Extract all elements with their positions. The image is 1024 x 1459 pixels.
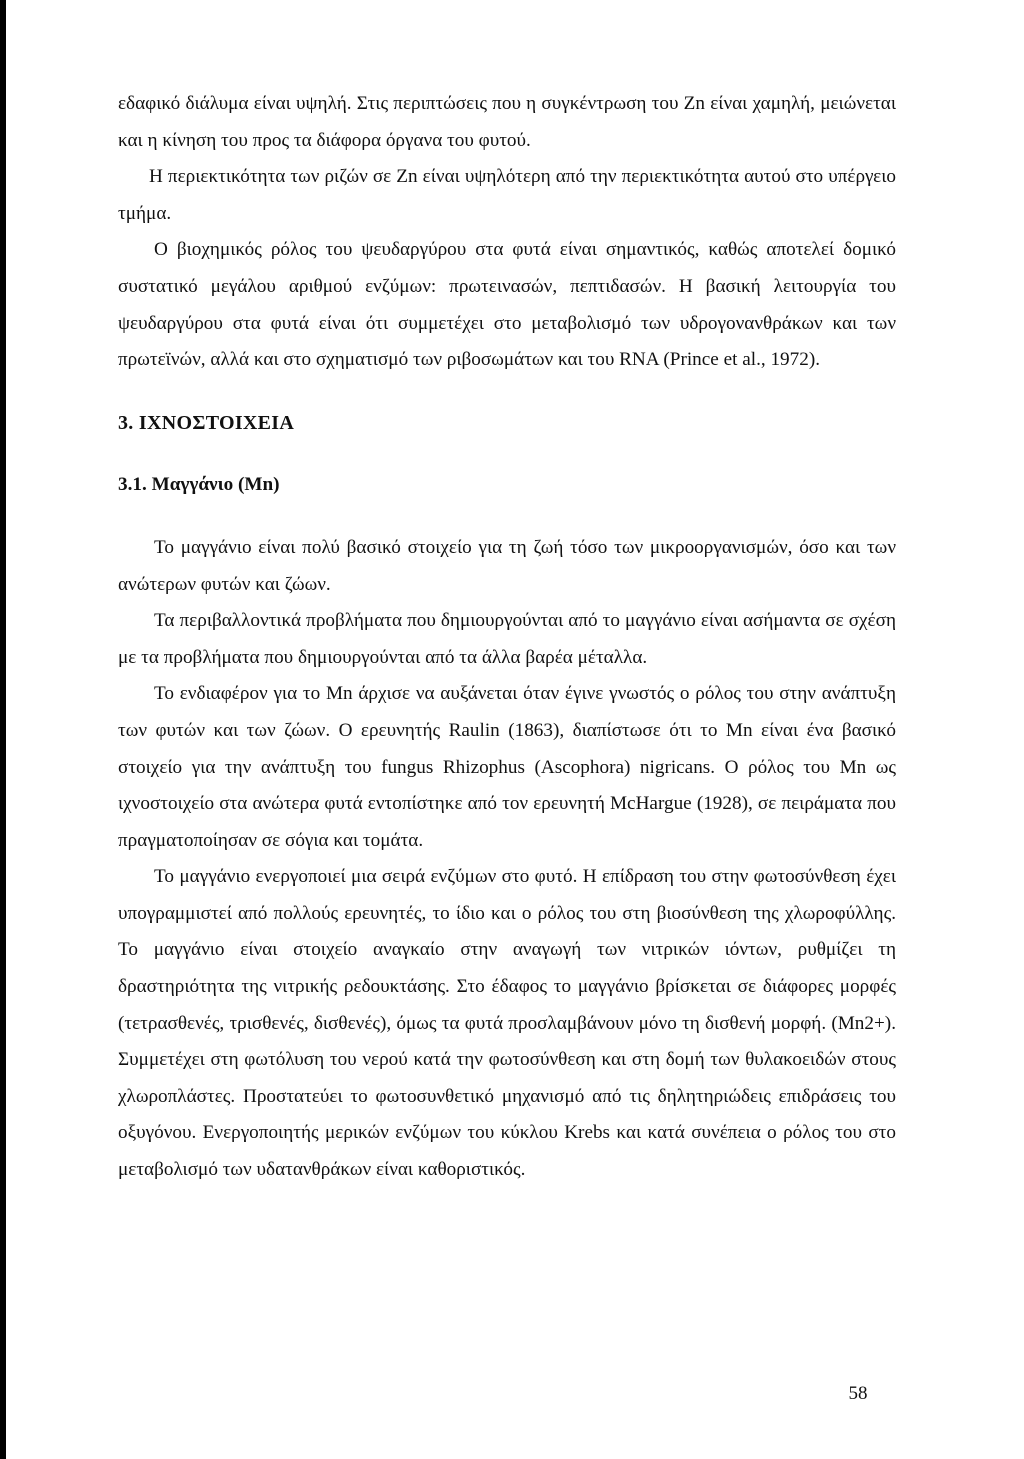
paragraph-zn-biochemistry: Ο βιοχημικός ρόλος του ψευδαργύρου στα φυτά είναι σημαντικός, καθώς αποτελεί δομικό συστατικό μεγάλου αριθμού ενζύμων: πρωτεινασών, πεπτιδασών. Η βασική λειτουργία του ψευδαργύρου στα φυτά είναι ότι συμμετέχει στο μεταβολισμό των υδρογονανθράκων και των πρωτεϊνών, αλλά και στο σχηματισμό των ριβοσωμάτων και του RNA (Prince et al., 1972). <box>118 239 896 371</box>
scan-edge <box>0 0 6 1459</box>
paragraph-mn-history: Το ενδιαφέρον για το Mn άρχισε να αυξάνεται όταν έγινε γνωστός ο ρόλος του στην ανάπτυξη των φυτών και των ζώων. Ο ερευνητής Raulin (1863), διαπίστωσε ότι το Mn είναι ένα βασικό στοιχείο για την ανάπτυξη του fungus Rhizophus (Ascophora) nigricans. Ο ρόλος του Mn ως ιχνοστοιχείο στα ανώτερα φυτά εντοπίστηκε από τον ερευνητή McHargue (1928), σε πειράματα που πραγματοποίησαν σε σόγια και τομάτα. <box>118 683 896 851</box>
page-body <box>118 86 896 1189</box>
subsection-heading: 3.1. Μαγγάνιο (Mn) <box>118 474 280 496</box>
paragraph-mn-function: Το μαγγάνιο ενεργοποιεί μια σειρά ενζύμων στο φυτό. Η επίδραση του στην φωτοσύνθεση έχει υπογραμμιστεί από πολλούς ερευνητές, το ίδιο και ο ρόλος του στη βιοσύνθεση της χλωροφύλλης. Το μαγγάνιο είναι στοιχείο αναγκαίο στην αναγωγή των νιτρικών ιόντων, ρυθμίζει τη δραστηριότητα της νιτρικής ρεδουκτάσης. Στο έδαφος το μαγγάνιο βρίσκεται σε διάφορες μορφές (τετρασθενές, τρισθενές, δισθενές), όμως τα φυτά προσλαμβάνουν μόνο τη δισθενή μορφή. (Mn2+). Συμμετέχει στη φωτόλυση του νερού κατά την φωτοσύνθεση και στη δομή των θυλακοειδών στους χλωροπλάστες. Προστατεύει το φωτοσυνθετικό μηχανισμό από τις δηλητηριώδεις επιδράσεις του οξυγόνου. Ενεργοποιητής μερικών ενζύμων του κύκλου Krebs και κατά συνέπεια ο ρόλος του στο μεταβολισμό των υδατανθράκων είναι καθοριστικός. <box>118 866 896 1181</box>
section-heading: 3. ΙΧΝΟΣΤΟΙΧΕΙΑ <box>118 411 295 434</box>
paragraph-mn-intro: Το μαγγάνιο είναι πολύ βασικό στοιχείο για τη ζωή τόσο των μικροοργανισμών, όσο και των ανώτερων φυτών και ζώων. <box>118 536 896 595</box>
paragraph-zn-mobility: εδαφικό διάλυμα είναι υψηλή. Στις περιπτώσεις που η συγκέντρωση του Zn είναι χαμηλή, μειώνεται και η κίνηση του προς τα διάφορα όργανα του φυτού. <box>118 93 896 151</box>
paragraph-mn-environment: Τα περιβαλλοντικά προβλήματα που δημιουργούνται από το μαγγάνιο είναι ασήμαντα σε σχέση με τα προβλήματα που δημιουργούνται από τα άλλα βαρέα μέταλλα. <box>118 610 896 668</box>
paragraph-zn-roots: Η περιεκτικότητα των ριζών σε Zn είναι υψηλότερη από την περιεκτικότητα αυτού στο υπέργειο τμήμα. <box>118 166 896 224</box>
page-number: 58 <box>848 1383 868 1404</box>
